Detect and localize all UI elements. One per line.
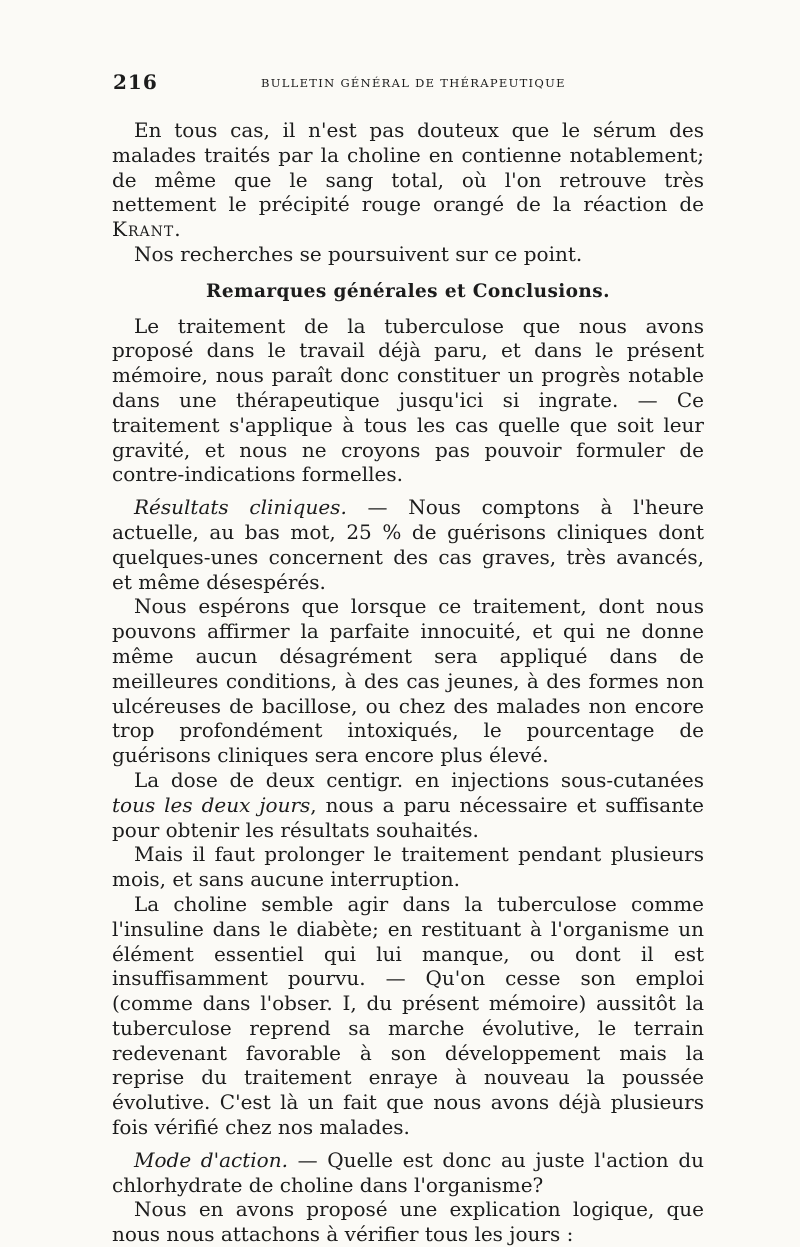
paragraph-6-end: , nous a paru nécessaire et suffisante pour obtenir les résultats souhaités. — [112, 792, 704, 842]
paragraph-1 — [112, 118, 704, 242]
paragraph-1-end: . — [174, 217, 181, 242]
paragraph-7: Mais il faut prolonger le traitement pendant plusieurs mois, et sans aucune interruption. — [112, 842, 704, 892]
paragraph-4-title: Résultats cliniques. — [134, 495, 347, 520]
paragraph-10: Nous en avons proposé une explication logique, que nous nous attachons à vérifier tous les jours : — [112, 1197, 704, 1247]
paragraph-1-text: En tous cas, il n'est pas douteux que le sérum des malades traités par la choline en contienne notablement; de même que le sang total, où l'on retrouve très nettement le précipité rouge orangé de la réaction de — [112, 118, 704, 217]
paragraph-3: Le traitement de la tuberculose que nous avons proposé dans le travail déjà paru, et dans le présent mémoire, nous paraît donc constituer un progrès notable dans une thérapeutique jusqu'ici si ingrate. — Ce traitement s'applique à tous les cas quelle que soit leur gravité, et nous ne croyons pas pouvoir formuler de contre-indications formelles. — [112, 313, 704, 487]
paragraph-9-text: — Quelle est donc au juste l'action du chlorhydrate de choline dans l'organisme? — [112, 1147, 705, 1197]
paragraph-6 — [112, 768, 704, 842]
paragraph-4-text: — Nous comptons à l'heure actuelle, au bas mot, 25 % de guérisons cliniques dont quelques-unes concernent des cas graves, très avancés, et même désespérés. — [112, 495, 704, 594]
paragraph-9 — [112, 1148, 704, 1198]
page-number: 216 — [113, 70, 158, 94]
paragraph-2: Nos recherches se poursuivent sur ce point. — [134, 241, 583, 266]
paragraph-4 — [112, 495, 704, 594]
paragraph-6-italic: tous les deux jours — [112, 792, 311, 817]
paragraph-8: La choline semble agir dans la tuberculose comme l'insuline dans le diabète; en restituant à l'organisme un élément essentiel qui lui manque, ou dont il est insuffisamment pourvu. — Qu'on cesse son emploi (comme dans l'obser. I, du présent mémoire) aussitôt la tuberculose reprend sa marche évolutive, le terrain redevenant favorable à son développement mais la reprise du traitement enraye à nouveau la poussée évolutive. C'est là un fait que nous avons déjà plusieurs fois vérifié chez nos malades. — [112, 891, 704, 1140]
section-heading: Remarques générales et Conclusions. — [206, 280, 610, 302]
author-name: Krant — [112, 217, 175, 242]
paragraph-6-start: La dose de deux centigr. en injections sous-cutanées — [134, 767, 704, 792]
paragraph-9-title: Mode d'action. — [134, 1147, 288, 1172]
running-title: BULLETIN GÉNÉRAL DE THÉRAPEUTIQUE — [261, 76, 566, 90]
body-text — [112, 118, 704, 1247]
paragraph-5: Nous espérons que lorsque ce traitement, dont nous pouvons affirmer la parfaite innocuité, et qui ne donne même aucun désagrément sera appliqué dans de meilleures conditions, à des cas jeunes, à des formes non ulcéreuses de bacillose, ou chez des malades non encore trop profondément intoxiqués, le pourcentage de guérisons cliniques sera encore plus élevé. — [112, 594, 704, 768]
page-header — [113, 70, 703, 100]
